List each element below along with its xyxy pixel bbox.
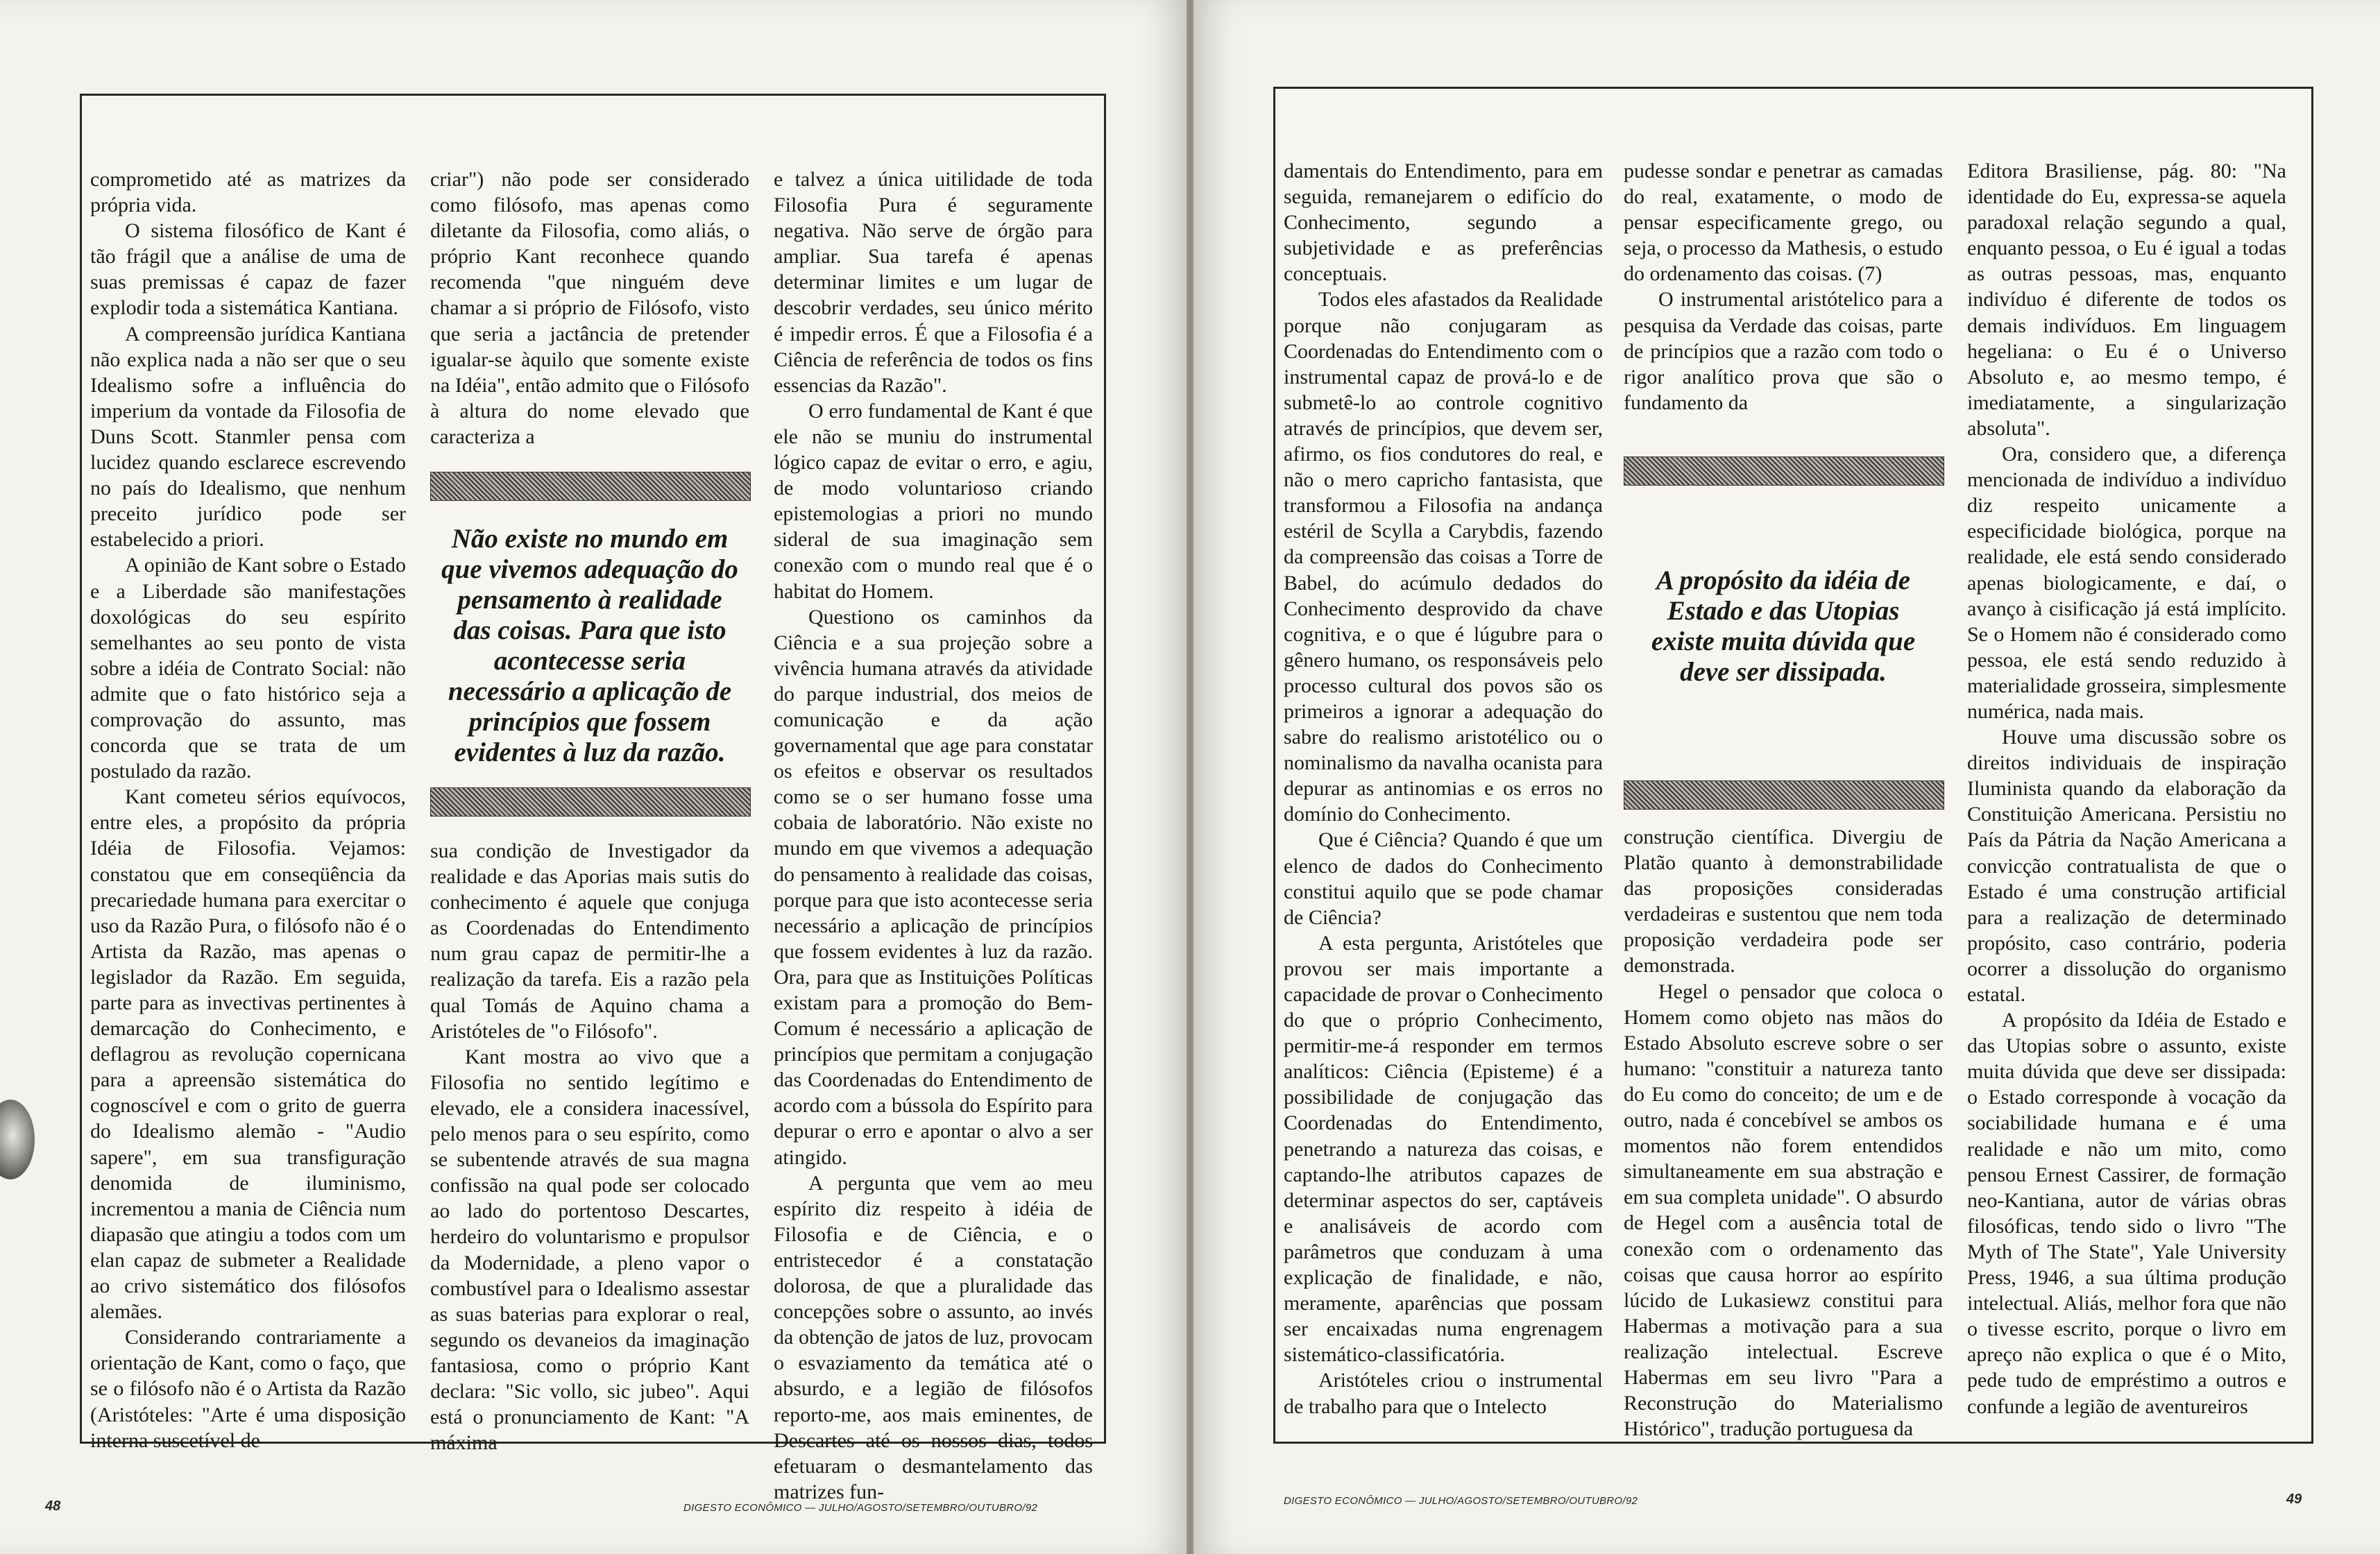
paragraph: Editora Brasiliense, pág. 80: "Na identidade do Eu, expressa-se aquela paradoxal relação segundo a qual, enquanto pessoa, o Eu é igual a todas as outras pessoas, mas, enquanto indivíduo é diferente de todos os demais indivíduos. Em linguagem hegeliana: o Eu é o Universo Absoluto e, ao mesmo tempo, é imediatamente, a singularização absoluta". — [1967, 160, 2286, 440]
right-column-1 — [1284, 158, 1603, 1418]
binder-clip — [0, 1100, 35, 1179]
paragraph: Questiono os caminhos da Ciência e a sua projeção sobre a vivência humana através da atividade do parque industrial, dos meios de comunicação e da ação governamental que age para constatar os efeitos e observar os resultados como se o ser humano fosse uma cobaia de laboratório. Não existe no mundo em que vivemos a adequação do pensamento à realidade das coisas, porque para que isto acontecesse seria necessário a aplicação de princípios que fossem evidentes à luz da razão. Ora, para que as Instituições Políticas existam para a promoção do Bem-Comum é necessário a aplicação de princípios que permitam a conjugação das Coordenadas do Entendimento de acordo com a bússola do Espírito para depurar o erro e apontar o alvo a ser atingido. — [774, 605, 1093, 1169]
left-column-2-bottom — [430, 838, 749, 1455]
paragraph: construção científica. Divergiu de Platão quanto à demonstrabilidade das proposições consideradas verdadeiras e sustentou que nem toda proposição verdadeira pode ser demonstrada. — [1624, 826, 1943, 977]
paragraph: Considerando contrariamente a orientação de Kant, como o faço, que se o filósofo não é o Artista da Razão (Aristóteles: "Arte é uma disposição interna suscetível de — [90, 1326, 406, 1452]
paragraph: A opinião de Kant sobre o Estado e a Liberdade são manifestações doxológicas do seu espírito semelhantes ao seu ponto de vista sobre a idéia de Contrato Social: não admite que o fato histórico seja a comprovação do assunto, mas concorda que se trata de um postulado da razão. — [90, 554, 406, 783]
left-column-2-top — [430, 166, 749, 451]
hatch-rule-top — [1624, 456, 1944, 486]
hatch-rule-bottom — [1624, 780, 1944, 810]
paragraph: Aristóteles criou o instrumental de trabalho para que o Intelecto — [1284, 1369, 1603, 1418]
paragraph: O instrumental aristótelico para a pesquisa da Verdade das coisas, parte de princípios que a razão com todo o rigor analítico prova que são o fundamento da — [1624, 288, 1943, 414]
paragraph: Houve uma discussão sobre os direitos individuais de inspiração Iluminista quando da elaboração da Constituição Americana. Persistiu no País da Pátria da Nação Americana a convicção contratualista de que o Estado é uma construção artificial para a realização de determinado propósito, caso contrário, poderia ocorrer a dissolução do organismo estatal. — [1967, 726, 2286, 1006]
paragraph: sua condição de Investigador da realidade e das Aporias mais sutis do conhecimento é aquele que conjuga as Coordenadas do Entendimento num grau capaz de permitir-lhe a realização da tarefa. Eis a razão pela qual Tomás de Aquino chama a Aristóteles de "o Filósofo". — [430, 839, 749, 1043]
left-pull-quote — [430, 465, 749, 826]
right-page — [1193, 0, 2380, 1554]
paragraph: A propósito da Idéia de Estado e das Utopias sobre o assunto, existe muita dúvida que deve ser dissipada: o Estado corresponde à vocação da sociabilidade humana e é uma realidade e não um mito, como pensou Ernest Cassirer, de formação neo-Kantiana, autor de várias obras filosóficas, tendo sido o livro "The Myth of The State", Yale University Press, 1946, a sua última produção intelectual. Aliás, melhor fora que não o tivesse escrito, porque o livro em apreço não explica o que é o Mito, pede tudo de empréstimo a outros e confunde a legião de aventureiros — [1967, 1009, 2286, 1418]
paragraph: Kant cometeu sérios equívocos, entre eles, a propósito da própria Idéia de Filosofia. Vejamos: constatou que em conseqüência da precariedade humana para exercitar o uso da Razão Pura, o filósofo não é o Artista da Razão, mas apenas o legislador da Razão. Em seguida, parte para as invectivas pertinentes à demarcação do Conhecimento, e deflagrou as revolução copernicana para a apreensão sistemática do cognoscível e com o grito de guerra do Idealismo alemão - "Audio sapere", em sua transfiguração denomida de iluminismo, incrementou a mania de Ciência num diapasão que atingiu a todos com um elan capaz de submeter a Realidade ao crivo sistemático dos filósofos alemães. — [90, 785, 406, 1324]
paragraph: Que é Ciência? Quando é que um elenco de dados do Conhecimento constitui aquilo que se pode chamar de Ciência? — [1284, 828, 1603, 929]
right-pull-quote — [1624, 444, 1943, 822]
right-column-3 — [1967, 158, 2286, 1418]
left-column-1 — [90, 166, 406, 1452]
paragraph: criar") não pode ser considerado como filósofo, mas apenas como diletante da Filosofia, como aliás, o próprio Kant reconhece quando recomenda "que ninguém deve chamar a si próprio de Filósofo, visto que seria a jactância de pretender igualar-se àquilo que somente existe na Idéia", então admito que o Filósofo à altura do nome elevado que caracteriza a — [430, 168, 749, 448]
paragraph: O sistema filosófico de Kant é tão frágil que a análise de uma de suas premissas é capaz de fazer explodir toda a sistemática Kantiana. — [90, 219, 406, 320]
paragraph: A esta pergunta, Aristóteles que provou ser mais importante a capacidade de provar o Conhecimento do que o próprio Conhecimento, permitir-me-á responder em termos analíticos: Ciência (Episteme) é a possibilidade de conjugação das Coordenadas do Entendimento, penetrando a natureza das coisas, e captando-lhe atributos capazes de determinar aspectos do ser, captáveis e analisáveis de acordo com parâmetros que conduzam à uma explicação de finalidade, e não, meramente, aparências que possam ser encaixadas numa engrenagem sistemático-classificatória. — [1284, 931, 1603, 1367]
pull-quote-text: Não existe no mundo em que vivemos adequação do pensamento à realidade das coisas. Para que isto acontecesse seria necessário a aplicação de princípios que fossem evidentes à luz da razão. — [441, 524, 738, 767]
left-page — [0, 0, 1187, 1554]
hatch-rule-top — [430, 472, 751, 501]
paragraph: Todos eles afastados da Realidade porque não conjugaram as Coordenadas do Entendimento com o instrumental capaz de prová-lo e de submetê-lo ao controle cognitivo através de princípios, que devem ser, afirmo, os fios condutores do real, e não o mero capricho fantasista, que transformou a Filosofia na andança estéril de Scylla a Carybdis, fazendo da compreensão das coisas a Torre de Babel, do acúmulo dedados do Conhecimento desprovido da chave cognitiva, e o que é lúgubre para o gênero humano, os responsáveis pelo processo cultural dos povos são os primeiros a ignorar a adequação do sabre do realismo aristotélico ou o nominalismo da navalha ocanista para depurar as antinomias e os erros no domínio do Conhecimento. — [1284, 288, 1603, 826]
running-title-right: DIGESTO ECONÔMICO — JULHO/AGOSTO/SETEMBRO/OUTUBRO/92 — [1284, 1495, 1638, 1507]
paragraph: e talvez a única uitilidade de toda Filosofia Pura é seguramente negativa. Não serve de órgão para ampliar. Sua tarefa é apenas determinar limites e um lugar de descobrir verdades, seu único mérito é impedir erros. É que a Filosofia é a Ciência de referência de todos os fins essencias da Razão". — [774, 168, 1093, 397]
paragraph: A pergunta que vem ao meu espírito diz respeito à idéia de Filosofia e de Ciência, e o entristecedor é a constatação dolorosa, de que a pluralidade das concepções sobre o assunto, ao invés da obtenção de jatos de luz, provocam o esvaziamento da temática até o absurdo, e a legião de filósofos reporto-me, aos mais eminentes, de Descartes até os nossos dias, todos efetuaram o desmantelamento das matrizes fun- — [774, 1171, 1093, 1503]
right-column-2-bottom — [1624, 824, 1943, 1441]
paragraph: Ora, considero que, a diferença mencionada de indivíduo a indivíduo diz respeito unicamente a especificidade biológica, porque na realidade, ele está sendo considerado apenas biologicamente, e daí, o avanço à cisificação já está implícito. Se o Homem não é considerado como pessoa, ele está sendo reduzido à materialidade grosseira, simplesmente numérica, nada mais. — [1967, 443, 2286, 723]
right-column-2-top — [1624, 158, 1943, 444]
hatch-rule-bottom — [430, 787, 751, 817]
page-number-left: 48 — [45, 1498, 61, 1514]
pull-quote-text: A propósito da idéia de Estado e das Utopias existe muita dúvida que deve ser dissipada. — [1651, 565, 1916, 687]
paragraph: O erro fundamental de Kant é que ele não se muniu do instrumental lógico capaz de evitar o erro, e agiu, de modo voluntarioso criando epistemologias a priori no mundo sideral de sua imaginação sem conexão com o mundo real que é o habitat do Homem. — [774, 399, 1093, 603]
page-number-right: 49 — [2286, 1492, 2302, 1507]
running-title-left: DIGESTO ECONÔMICO — JULHO/AGOSTO/SETEMBRO/OUTUBRO/92 — [683, 1502, 1038, 1514]
paragraph: pudesse sondar e penetrar as camadas do real, exatamente, o modo de pensar especificamente grego, ou seja, o processo da Mathesis, o estudo do ordenamento das coisas. (7) — [1624, 160, 1943, 286]
paragraph: damentais do Entendimento, para em seguida, remanejarem o edifício do Conhecimento, segundo a subjetividade e as preferências conceptuais. — [1284, 160, 1603, 286]
paragraph: Kant mostra ao vivo que a Filosofia no sentido legítimo e elevado, ele a considera inacessível, pelo menos para o seu espírito, como se subentende através de sua magna confissão na qual pode ser colocado ao lado do portentoso Descartes, herdeiro do voluntarismo e propulsor da Modernidade, a pleno vapor o combustível para o Idealismo assestar as suas baterias para explorar o real, segundo os devaneios da imaginação fantasiosa, como o próprio Kant declara: "Sic vollo, sic jubeo". Aqui está o pronunciamento de Kant: "A máxima — [430, 1045, 749, 1455]
paragraph: Hegel o pensador que coloca o Homem como objeto nas mãos do Estado Absoluto escreve sobre o ser humano: "constituir a natureza tanto do Eu como do conceito; de um e de outro, nada é concebível se ambos os momentos não forem entendidos simultaneamente em sua abstração e em sua completa unidade". O absurdo de Hegel com a ausência total de conexão com o ordenamento das coisas que causa horror ao espírito lúcido de Lukasiewz constitui para Habermas a motivação para a sua realização intelectual. Escreve Habermas em seu livro "Para a Reconstrução do Materialismo Histórico", tradução portuguesa da — [1624, 980, 1943, 1441]
paragraph: comprometido até as matrizes da própria vida. — [90, 168, 406, 217]
left-column-3 — [774, 166, 1093, 1503]
paragraph: A compreensão jurídica Kantiana não explica nada a não ser que o seu Idealismo sofre a influência do imperium da vontade da Filosofia de Duns Scott. Stanmler pensa com lucidez quando esclarece escrevendo no país do Idealismo, que nenhum preceito jurídico pode ser estabelecido a priori. — [90, 322, 406, 552]
